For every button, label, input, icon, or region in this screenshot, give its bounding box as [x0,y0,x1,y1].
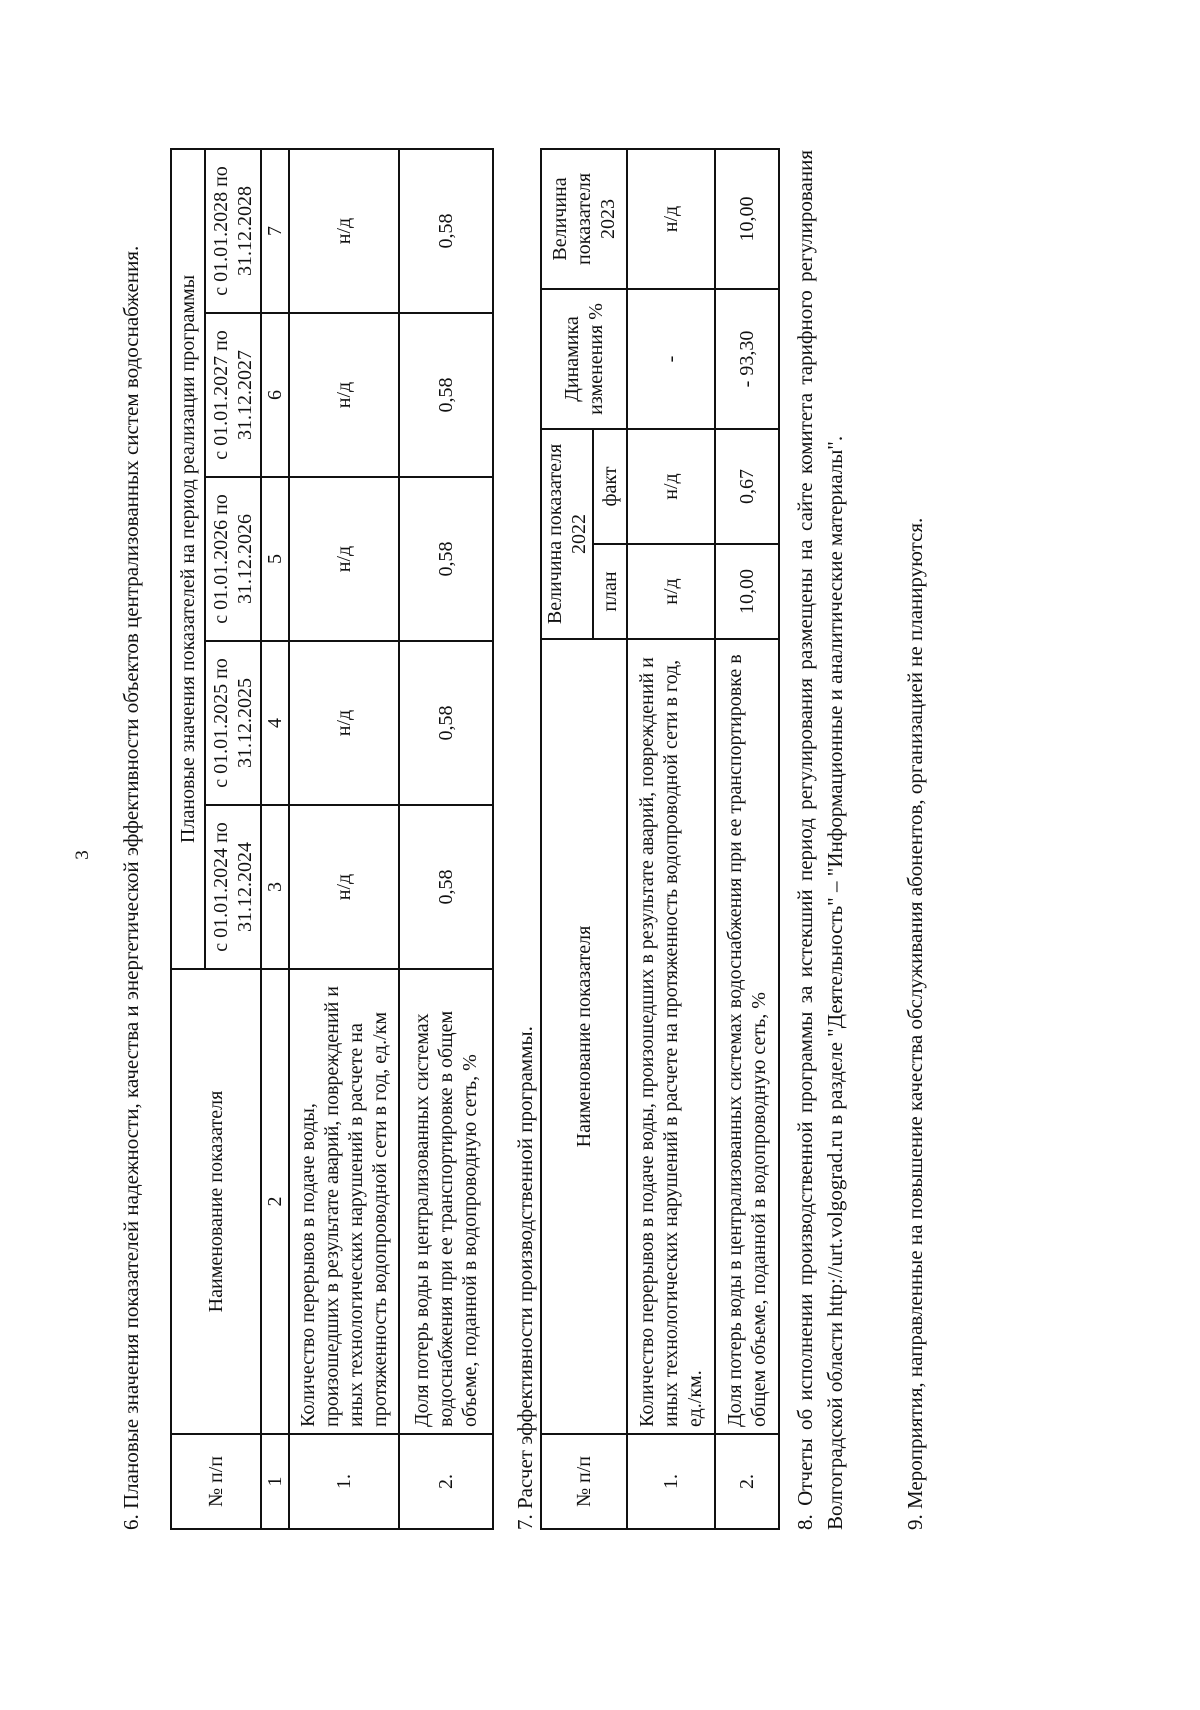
row-value: 0,58 [399,641,493,805]
row-plan: 10,00 [715,544,779,639]
table-row [627,149,715,1529]
row-indicator-name: Количество перерывов в подаче воды, произошедших в результате аварий, повреждений и иных технологических нарушений в расчете на протяженность водопроводной сети в год, ед./км. [627,639,715,1434]
column-number: 4 [261,641,289,805]
header-indicator-name: Наименование показателя [171,969,261,1434]
header-dynamics: Динамика изменения % [541,289,627,429]
header-period: с 01.01.2027 по 31.12.2027 [205,313,261,477]
header-value-2023: Величина показателя 2023 [541,149,627,289]
column-numbers-row [261,149,289,1529]
column-number: 3 [261,805,289,969]
header-num: № п/п [171,1434,261,1529]
row-num: 1. [627,1434,715,1529]
column-number: 7 [261,149,289,313]
table-row [399,149,493,1529]
header-fact: факт [593,429,627,544]
row-value: 0,58 [399,477,493,641]
header-period: с 01.01.2024 по 31.12.2024 [205,805,261,969]
efficiency-table [540,148,780,1530]
row-value: 0,58 [399,805,493,969]
row-value: 0,58 [399,149,493,313]
table-row [715,149,779,1529]
table-row [289,149,399,1529]
row-value: 0,58 [399,313,493,477]
row-num: 1. [289,1434,399,1529]
column-number: 5 [261,477,289,641]
row-value: н/д [289,805,399,969]
column-number: 1 [261,1434,289,1529]
row-indicator-name: Доля потерь воды в централизованных системах водоснабжения при ее транспортировке в общем объеме, поданной в водопроводную сеть, % [399,969,493,1434]
section-6-table-wrap [170,150,494,1530]
section-9-paragraph: 9. Мероприятия, направленные на повышение качества обслуживания абонентов, организацией не планируются. [903,517,927,1530]
column-number: 2 [261,969,289,1434]
header-planned-values: Плановые значения показателей на период реализации программы [171,149,205,969]
row-fact: 0,67 [715,429,779,544]
header-period: с 01.01.2028 по 31.12.2028 [205,149,261,313]
row-value: н/д [289,641,399,805]
planned-indicators-table [170,148,494,1530]
row-dynamics: - [627,289,715,429]
row-dynamics: - 93,30 [715,289,779,429]
header-plan: план [593,544,627,639]
row-indicator-name: Количество перерывов в подаче воды, произошедших в результате аварий, повреждений и иных технологических нарушений в расчете на протяженность водопроводной сети в год, ед./км [289,969,399,1434]
section-7-table-wrap [540,150,780,1530]
header-period: с 01.01.2025 по 31.12.2025 [205,641,261,805]
page-number: 3 [72,850,93,860]
row-indicator-name: Доля потерь воды в централизованных системах водоснабжения при ее транспортировке в общем объеме, поданной в водопроводную сеть, % [715,639,779,1434]
header-value-2022: Величина показателя 2022 [541,429,593,639]
row-num: 2. [399,1434,493,1529]
row-num: 2. [715,1434,779,1529]
row-value: н/д [289,477,399,641]
header-period: с 01.01.2026 по 31.12.2026 [205,477,261,641]
row-value: н/д [289,149,399,313]
row-value-2023: 10,00 [715,149,779,289]
section-6-heading: 6. Плановые значения показателей надежности, качества и энергетической эффективности объектов централизованных систем водоснабжения. [119,245,143,1530]
section-7-heading: 7. Расчет эффективности производственной программы. [513,1026,537,1530]
column-number: 6 [261,313,289,477]
row-value-2023: н/д [627,149,715,289]
section-8-paragraph: 8. Отчеты об исполнении производственной программы за истекший период регулирования размещены на сайте комитета тарифного регулирования Волгоградской области http://urt.volgograd.ru в разделе "Деятельность" – "Информационные и аналитические материалы". [793,150,847,1530]
row-plan: н/д [627,544,715,639]
header-indicator-name: Наименование показателя [541,639,627,1434]
row-fact: н/д [627,429,715,544]
row-value: н/д [289,313,399,477]
header-num: № п/п [541,1434,627,1529]
